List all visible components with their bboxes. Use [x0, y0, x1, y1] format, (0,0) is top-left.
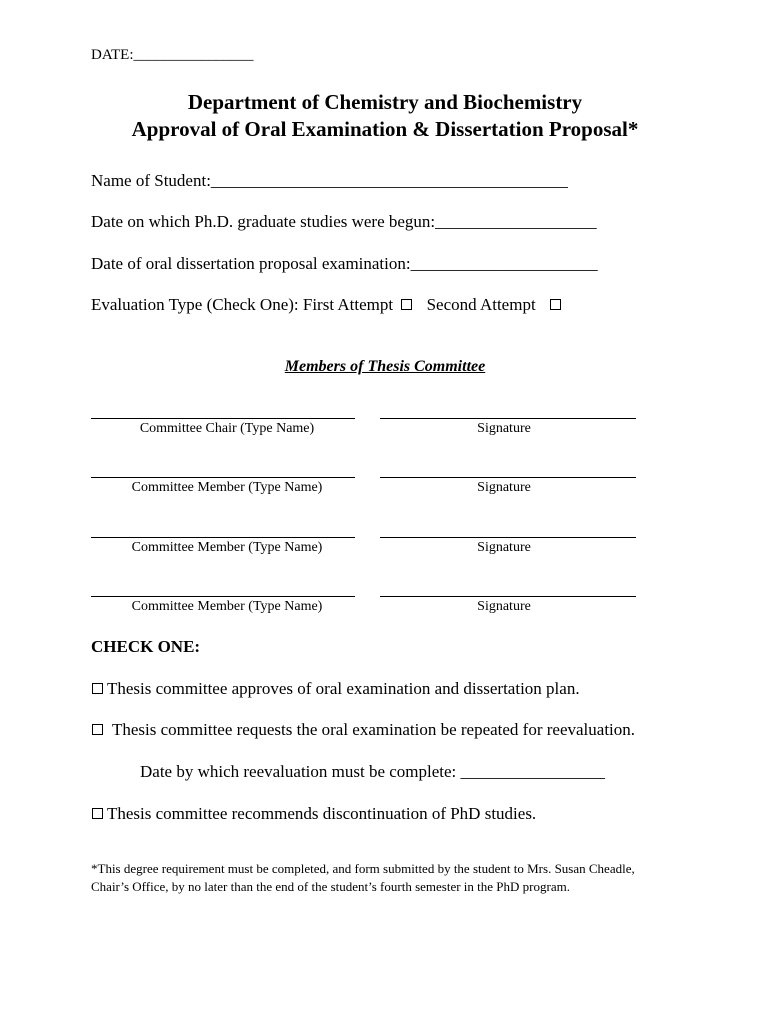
signature-caption: Signature: [477, 599, 531, 614]
repeat-checkbox[interactable]: [92, 724, 103, 735]
name-caption: Committee Member (Type Name): [131, 540, 323, 555]
discontinue-checkbox[interactable]: [92, 808, 103, 819]
check-one-heading: CHECK ONE:: [91, 637, 201, 656]
committee-member-3-signature-line[interactable]: [380, 596, 636, 597]
signature-caption: Signature: [477, 540, 531, 555]
committee-member-2-name-line[interactable]: [91, 537, 355, 538]
second-attempt-checkbox[interactable]: [550, 299, 561, 310]
committee-member-1-signature-line[interactable]: [380, 477, 636, 478]
committee-member-1-name-line[interactable]: [91, 477, 355, 478]
name-caption: Committee Member (Type Name): [131, 480, 323, 495]
committee-chair-signature-line[interactable]: [380, 418, 636, 419]
approve-checkbox[interactable]: [92, 683, 103, 694]
form-title: Approval of Oral Examination & Dissertation Proposal*: [131, 117, 639, 141]
repeat-label: Thesis committee requests the oral examination be repeated for reevaluation.: [112, 720, 636, 739]
first-attempt-checkbox[interactable]: [401, 299, 412, 310]
signature-caption: Signature: [477, 421, 531, 436]
name-caption: Committee Member (Type Name): [131, 599, 323, 614]
committee-member-2-signature-line[interactable]: [380, 537, 636, 538]
evaluation-type-label: Evaluation Type (Check One): First Attempt: [91, 295, 394, 314]
committee-chair-name-line[interactable]: [91, 418, 355, 419]
second-attempt-label: Second Attempt: [426, 295, 536, 314]
footnote-line-1: *This degree requirement must be completed, and form submitted by the student to Mrs. Susan Cheadle,: [91, 861, 635, 876]
date-field[interactable]: DATE:________________: [91, 47, 254, 63]
department-title: Department of Chemistry and Biochemistry: [187, 90, 583, 114]
approve-option: [91, 679, 580, 699]
repeat-option: [91, 720, 635, 740]
discontinue-label: Thesis committee recommends discontinuation of PhD studies.: [107, 804, 537, 823]
footnote: [91, 860, 691, 896]
evaluation-type-row: [91, 295, 565, 315]
committee-heading: Members of Thesis Committee: [284, 358, 486, 375]
name-caption: Committee Chair (Type Name): [139, 421, 315, 436]
student-name-field[interactable]: Name of Student:__________________________________________: [91, 171, 568, 190]
grad-start-date-field[interactable]: Date on which Ph.D. graduate studies were begun:___________________: [91, 212, 597, 231]
signature-caption: Signature: [477, 480, 531, 495]
exam-date-field[interactable]: Date of oral dissertation proposal examination:______________________: [91, 254, 598, 273]
committee-member-3-name-line[interactable]: [91, 596, 355, 597]
approve-label: Thesis committee approves of oral examination and dissertation plan.: [107, 679, 580, 698]
discontinue-option: [91, 804, 536, 824]
footnote-line-2: Chair’s Office, by no later than the end of the student’s fourth semester in the PhD program.: [91, 879, 570, 894]
reevaluation-date-field[interactable]: Date by which reevaluation must be complete: _________________: [140, 762, 606, 781]
